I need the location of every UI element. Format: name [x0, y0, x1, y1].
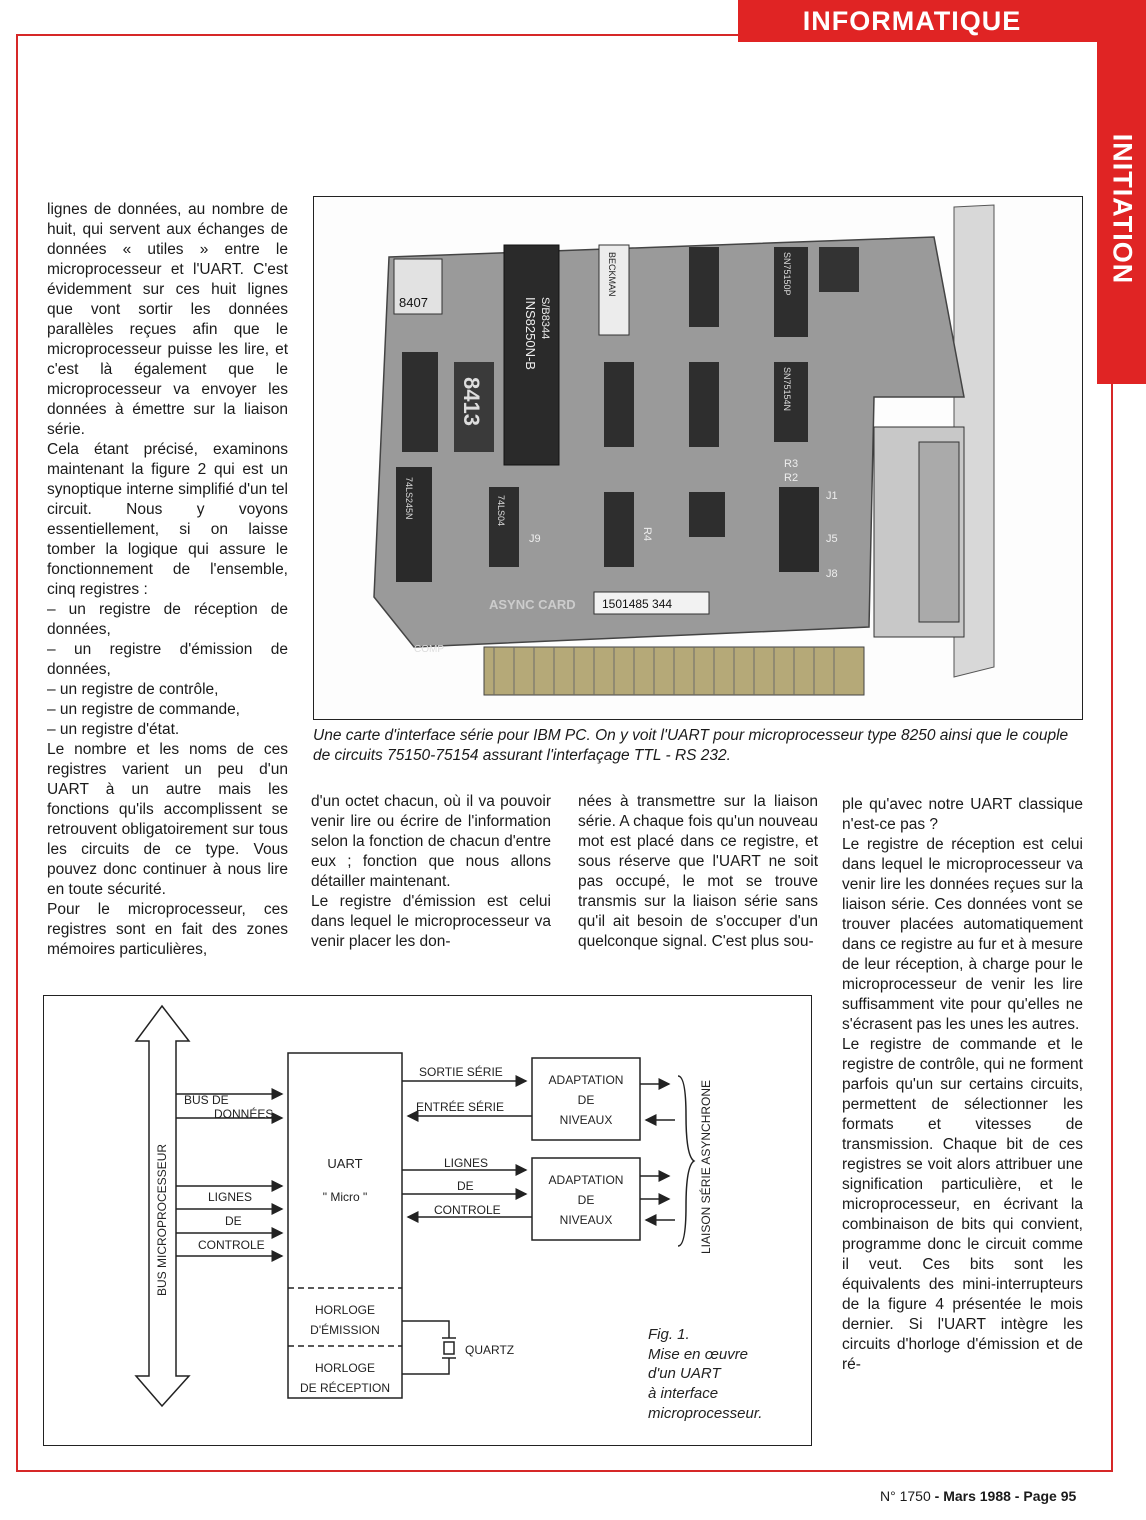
bus-donnees-1: BUS DE: [184, 1093, 229, 1107]
beckman-label: BECKMAN: [607, 252, 617, 297]
resistor-r4-label: R4: [641, 527, 653, 542]
quartz-label: QUARTZ: [465, 1343, 515, 1357]
section-title: INFORMATIQUE: [802, 6, 1022, 36]
jumper-j5-label: J5: [826, 533, 838, 545]
column-1-paragraph-3: Le nombre et les noms de ces registres varient un peu d'un UART à un autre mais les fonctions qu'ils accomplissent se retrouvent obligatoirement sur tous les circuits de ce type. Vous pouvez donc continuer à nous lire en toute sécurité.: [47, 741, 288, 898]
adapt-top-1: ADAPTATION: [548, 1073, 624, 1087]
adapt-top-2: DE: [577, 1093, 595, 1107]
column-4-paragraph-2: Le registre de réception est celui dans lequel le microprocesseur va venir lire les données reçues sur la liaison série. Ces données vont se trouver placées automatiquement dans ce registre au fur et à mesure de leur réception, à charge pour le microprocesseur de venir les lire suffisamment vite pour qu'elles ne s'écrasent pas les unes les autres.: [842, 836, 1083, 1033]
horloge-emission-1: HORLOGE: [314, 1303, 376, 1317]
crystal-label: 8407: [399, 295, 428, 310]
serial-card-photo: [314, 197, 1082, 719]
adapt-bottom-3: NIVEAUX: [559, 1213, 613, 1227]
column-1: [47, 200, 288, 960]
column-3: [578, 792, 818, 952]
liaison-label: LIAISON SÉRIE ASYNCHRONE: [699, 1079, 713, 1254]
page-footer: N° 1750 - Mars 1988 - Page 95: [880, 1488, 1077, 1504]
list-item: – un registre de commande,: [47, 701, 240, 718]
lignes-left-3: CONTROLE: [198, 1238, 265, 1252]
issue-date: Mars 1988: [943, 1488, 1011, 1504]
list-item: – un registre de contrôle,: [47, 681, 219, 698]
chip-74ls245-label: 74LS245N: [404, 477, 414, 520]
serial-number-label: 1501485 344: [602, 597, 673, 611]
column-1-paragraph-2: Cela étant précisé, examinons maintenant la figure 2 qui est un synoptique interne simplifié d'un tel circuit. Nous y voyons essentiellement, si on laisse tomber la logique qui assure le fonctionnement de l'ensemble, cinq registres :: [47, 441, 288, 598]
entree-serie-label: ENTRÉE SÉRIE: [416, 1100, 505, 1114]
register-list: [47, 600, 288, 740]
lignes-right-3: CONTROLE: [434, 1203, 501, 1217]
column-2: [311, 792, 551, 952]
column-2-paragraph-1: d'un octet chacun, où il va pouvoir venir lire ou écrire de l'information selon la fonction de chacun d'entre eux ; fonction que nous allons détailler maintenant.: [311, 793, 551, 890]
sortie-serie-label: SORTIE SÉRIE: [419, 1065, 503, 1079]
bus-label: BUS MICROPROCESSEUR: [155, 1143, 169, 1296]
column-4: [842, 795, 1083, 1375]
uart-block-diagram: [44, 996, 811, 1445]
chip-75150-label: SN75150P: [782, 252, 792, 296]
adapt-bottom-2: DE: [577, 1193, 595, 1207]
figure-caption-4: à interface: [648, 1385, 719, 1402]
horloge-emission-2: D'ÉMISSION: [310, 1323, 380, 1337]
horloge-reception-1: HORLOGE: [314, 1361, 376, 1375]
chip-74ls04-label: 74LS04: [496, 495, 506, 527]
uart-label-2: " Micro ": [322, 1190, 368, 1204]
comp-label: COMP: [414, 644, 444, 655]
figure-caption-5: microprocesseur.: [648, 1405, 763, 1422]
lignes-right-2: DE: [457, 1179, 474, 1193]
lignes-left-2: DE: [225, 1214, 242, 1228]
adapt-top-3: NIVEAUX: [559, 1113, 613, 1127]
photo-caption: Une carte d'interface série pour IBM PC. On y voit l'UART pour microprocesseur type 8250 ainsi que le couple de circuits 75150-75154 assurant l'interfaçage TTL - RS 232.: [313, 727, 1069, 764]
figure-caption-2: Mise en œuvre: [648, 1346, 749, 1363]
column-4-paragraph-1: ple qu'avec notre UART classique n'est-ce pas ?: [842, 796, 1083, 833]
list-item: – un registre d'émission de données,: [47, 641, 288, 678]
column-4-paragraph-3: Le registre de commande et le registre de contrôle, qui ne forment parfois qu'un sur certains circuits, permettent de sélectionner les formats et vitesses de transmission. Chaque bit de ces registres se voit alors attribuer une signification particulière, et le microprocesseur, en écrivant la combinaison de bits qui convient, programme donc le circuit comme il veut. Ces bits sont les équivalents des mini-interrupteurs de la figure 4 présentée le mois dernier. Si l'UART intègre les circuits d'horloge d'émission et de ré-: [842, 1036, 1083, 1373]
lignes-right-1: LIGNES: [444, 1156, 489, 1170]
column-2-paragraph-2: Le registre d'émission est celui dans lequel le microprocesseur va venir placer les don-: [311, 893, 551, 950]
page-number: Page 95: [1023, 1488, 1077, 1504]
issue-number: N° 1750: [880, 1488, 931, 1504]
bus-donnees-2: DONNÉES: [214, 1107, 274, 1121]
figure-caption-3: d'un UART: [648, 1365, 721, 1382]
jumper-j1-label: J1: [826, 490, 838, 502]
column-3-paragraph-1: nées à transmettre sur la liaison série. A chaque fois qu'un nouveau mot est placé dans ce registre, et sous réserve que l'UART ne soit pas occupé, le mot se trouve transmis sur la liaison série sans qu'il ait besoin de s'occuper d'un quelconque signal. C'est plus sou-: [578, 793, 818, 950]
figure-1: [43, 995, 812, 1446]
jumper-j8-label: J8: [826, 568, 838, 580]
resistor-r3-label: R3: [784, 458, 799, 470]
column-1-paragraph-1: lignes de données, au nombre de huit, qui servent aux échanges de données « utiles » entre le microprocesseur et l'UART. C'est évidemment sur ces huit lignes que vont sortir les données parallèles reçues afin que le microprocesseur puisse les lire, et c'est là également que le microprocesseur va envoyer les données à émettre sur la liaison série.: [47, 201, 288, 438]
column-1-paragraph-4: Pour le microprocesseur, ces registres sont en fait des zones mémoires particulières,: [47, 901, 288, 958]
uart-chip-label: INS8250N-B: [523, 297, 538, 370]
section-header: [738, 0, 1146, 42]
figure-caption-1: Fig. 1.: [648, 1326, 690, 1343]
lignes-left-1: LIGNES: [208, 1190, 253, 1204]
photo-frame: [313, 196, 1083, 720]
chip-75154-label: SN75154N: [782, 367, 792, 412]
big-mark-label: 8413: [459, 377, 484, 426]
resistor-r2-label: R2: [784, 472, 799, 484]
side-tab: [1097, 34, 1146, 384]
list-item: – un registre d'état.: [47, 721, 180, 738]
async-card-label: ASYNC CARD: [489, 597, 576, 612]
side-tab-label: INITIATION: [1107, 133, 1137, 285]
list-item: – un registre de réception de données,: [47, 601, 288, 638]
adapt-bottom-1: ADAPTATION: [548, 1173, 624, 1187]
horloge-reception-2: DE RÉCEPTION: [299, 1381, 391, 1395]
uart-label-1: UART: [327, 1156, 363, 1171]
uart-chip-code: S/B8344: [539, 297, 551, 340]
jumper-j9-label: J9: [529, 533, 541, 545]
